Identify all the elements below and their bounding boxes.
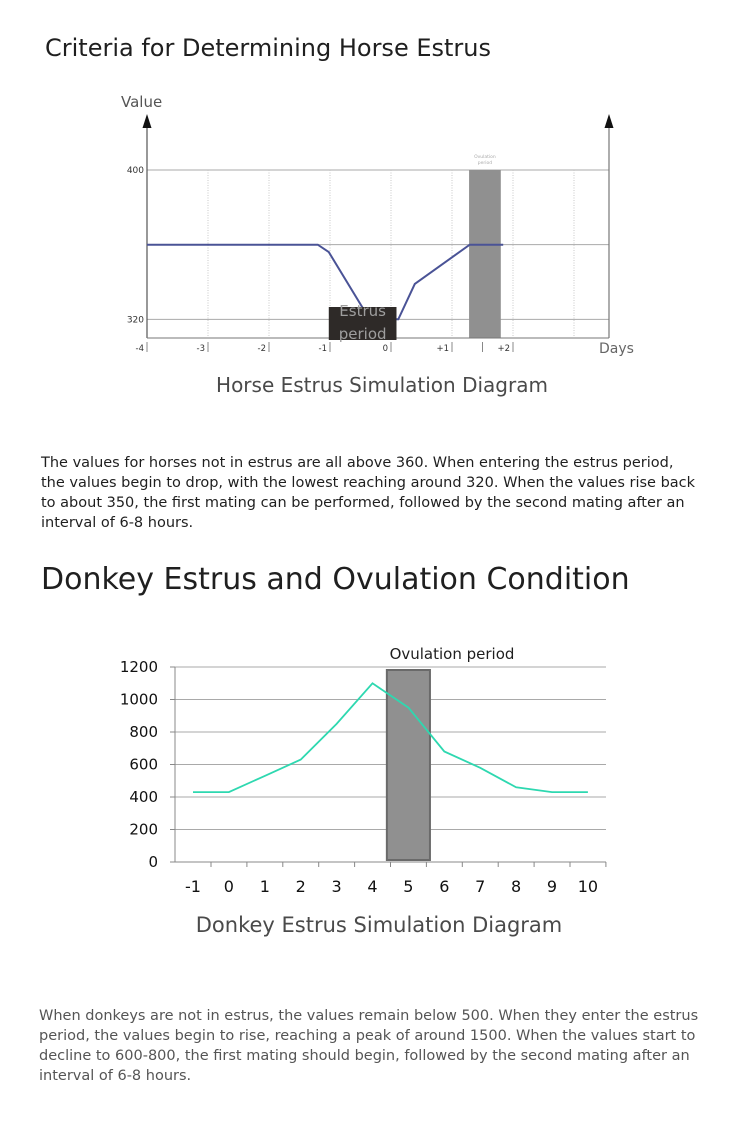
ovulation-band bbox=[387, 670, 430, 860]
ovulation-band-label: Ovulation bbox=[474, 155, 496, 160]
chart-title: Donkey Estrus Simulation Diagram bbox=[195, 913, 563, 937]
y-tick-label: 320 bbox=[126, 315, 144, 326]
x-tick-label: -1 bbox=[185, 877, 201, 896]
y-tick-label: 400 bbox=[126, 166, 144, 176]
y-tick-label: 1000 bbox=[119, 690, 158, 709]
donkey-ovulation-band bbox=[387, 645, 515, 860]
donkey-axis-labels bbox=[196, 913, 562, 937]
x-tick-label: 10 bbox=[577, 877, 599, 896]
ovulation-band bbox=[469, 170, 501, 338]
y-tick-label: 0 bbox=[148, 853, 158, 871]
x-tick-label: +2 bbox=[497, 344, 510, 354]
x-axis-label: Days bbox=[599, 341, 634, 357]
x-tick-label: 6 bbox=[439, 877, 450, 896]
chart-title: Horse Estrus Simulation Diagram bbox=[216, 373, 548, 397]
horse-description: The values for horses not in estrus are all above 360. When entering the estrus period, the values begin to drop, with the lowest reaching around 320. When the values rise back to about 350, the first mating can be performed, followed by the second mating after an interval of 6-8 hours. bbox=[41, 455, 696, 531]
y-tick-label: 1200 bbox=[119, 658, 158, 676]
x-tick-label: 7 bbox=[475, 877, 486, 896]
horse-series-line bbox=[147, 245, 503, 320]
x-tick-label: -4 bbox=[135, 344, 144, 354]
x-tick-label: 0 bbox=[382, 344, 388, 354]
y-tick-label: 200 bbox=[129, 820, 158, 839]
x-tick-label: +1 bbox=[436, 344, 449, 354]
estrus-period-label: period bbox=[338, 325, 387, 343]
horse-heading: Criteria for Determining Horse Estrus bbox=[45, 34, 491, 62]
ovulation-band-label: period bbox=[477, 161, 493, 166]
x-tick-label: 1 bbox=[259, 877, 270, 896]
donkey-description: When donkeys are not in estrus, the values remain below 500. When they enter the estrus period, the values begin to rise, reaching a peak of around 1500. When the values start to decline to 600-800, the first mating should begin, followed by the second mating after an interval of 6-8 hours. bbox=[39, 1008, 699, 1084]
x-tick-label: 5 bbox=[403, 877, 414, 896]
y-tick-label: 400 bbox=[129, 788, 158, 806]
ovulation-band-label: Ovulation period bbox=[389, 645, 515, 663]
x-tick-label: 3 bbox=[331, 877, 342, 896]
right-axis-arrow bbox=[605, 114, 614, 128]
donkey-heading: Donkey Estrus and Ovulation Condition bbox=[41, 562, 630, 597]
y-axis-arrow bbox=[143, 114, 152, 128]
x-tick-label: -2 bbox=[257, 344, 266, 354]
x-tick-label: 9 bbox=[546, 877, 558, 896]
x-tick-label: 8 bbox=[511, 877, 522, 896]
y-axis-label: Value bbox=[121, 93, 163, 111]
horse-tick-labels bbox=[127, 166, 513, 354]
x-tick-label: -1 bbox=[318, 344, 327, 354]
donkey-estrus-chart bbox=[0, 630, 750, 950]
x-tick-label: 4 bbox=[367, 877, 378, 896]
horse-series bbox=[147, 245, 503, 343]
horse-estrus-chart bbox=[0, 80, 750, 410]
x-tick-label: -3 bbox=[196, 344, 205, 354]
estrus-period-label: Estrus bbox=[339, 302, 386, 320]
horse-ovulation-band bbox=[469, 154, 501, 338]
x-tick-label: 2 bbox=[295, 877, 306, 896]
y-tick-label: 800 bbox=[129, 723, 158, 741]
y-tick-label: 600 bbox=[129, 755, 158, 774]
x-tick-label: 0 bbox=[223, 877, 234, 896]
